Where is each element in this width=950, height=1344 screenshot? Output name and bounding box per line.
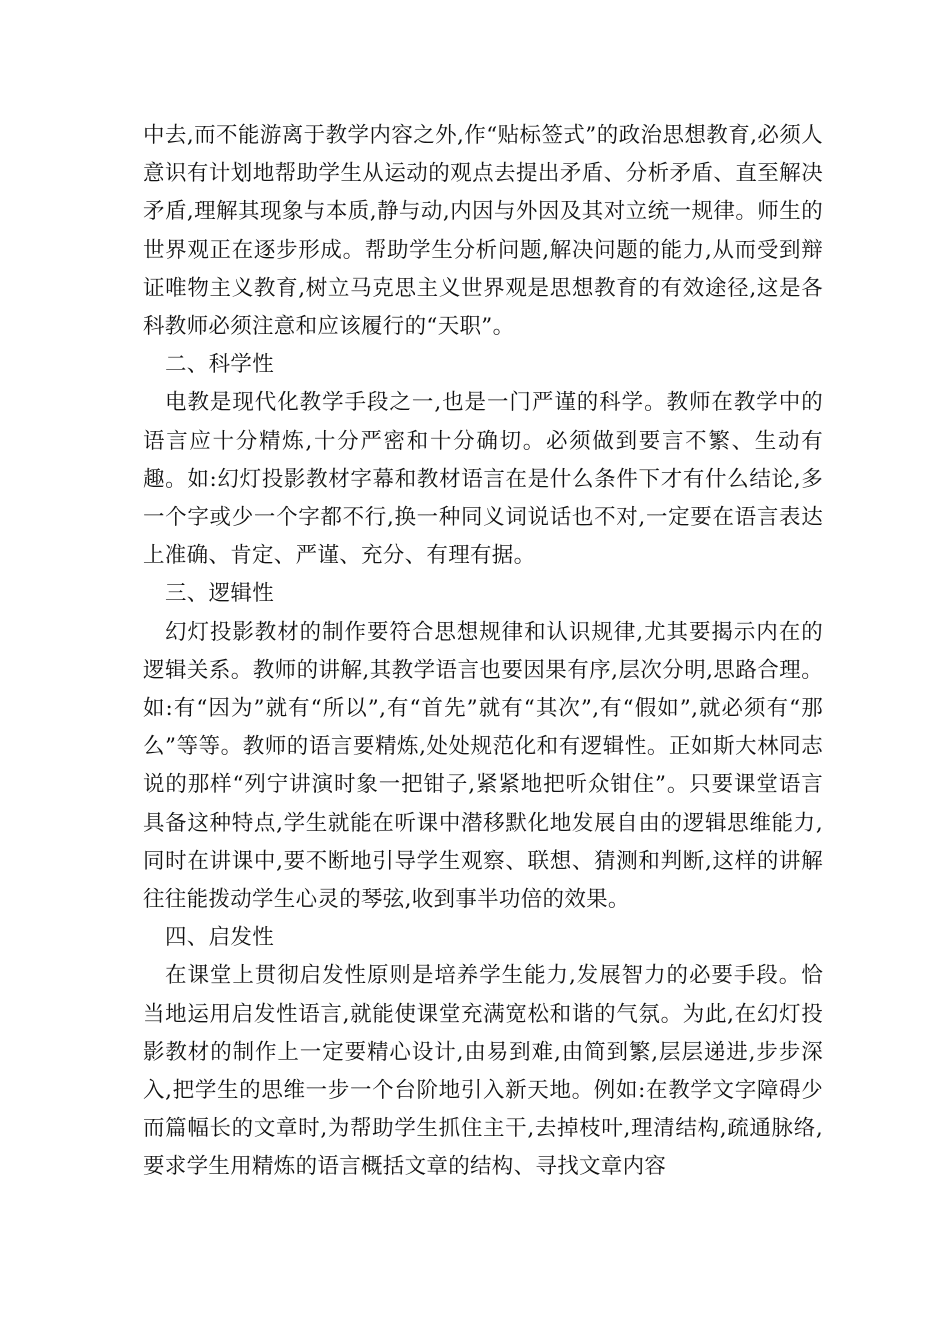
paragraph-intro-continued: 中去,而不能游离于教学内容之外,作“贴标签式”的政治思想教育,必须人意识有计划地帮助学生从运动的观点去提出矛盾、分析矛盾、直至解决矛盾,理解其现象与本质,静与动,内因与外因及其对立统一规律。师生的世界观正在逐步形成。帮助学生分析问题,解决问题的能力,从而受到辩证唯物主义教育,树立马克思主义世界观是思想教育的有效途径,这是各科教师必须注意和应该履行的“天职”。 [143, 123, 823, 340]
section-heading-scientific: 二、科学性 [165, 352, 275, 378]
section-heading-heuristic: 四、启发性 [165, 925, 275, 951]
paragraph-heuristic: 在课堂上贯彻启发性原则是培养学生能力,发展智力的必要手段。恰当地运用启发性语言,就能使课堂充满宽松和谐的气氛。为此,在幻灯投影教材的制作上一定要精心设计,由易到难,由简到繁,层层递进,步步深入,把学生的思维一步一个台阶地引入新天地。例如:在教学文字障碍少而篇幅长的文章时,为帮助学生抓住主干,去掉枝叶,理清结构,疏通脉络,要求学生用精炼的语言概括文章的结构、寻找文章内容 [143, 963, 823, 1180]
section-heading-logical: 三、逻辑性 [165, 581, 275, 607]
paragraph-logical: 幻灯投影教材的制作要符合思想规律和认识规律,尤其要揭示内在的逻辑关系。教师的讲解,其教学语言也要因果有序,层次分明,思路合理。如:有“因为”就有“所以”,有“首先”就有“其次”,有“假如”,就必须有“那么”等等。教师的语言要精炼,处处规范化和有逻辑性。正如斯大林同志说的那样“列宁讲演时象一把钳子,紧紧地把听众钳住”。只要课堂语言具备这种特点,学生就能在听课中潜移默化地发展自由的逻辑思维能力,同时在讲课中,要不断地引导学生观察、联想、猜测和判断,这样的讲解往往能拨动学生心灵的琴弦,收到事半功倍的效果。 [143, 619, 823, 913]
document-body [143, 117, 823, 1187]
paragraph-scientific: 电教是现代化教学手段之一,也是一门严谨的科学。教师在教学中的语言应十分精炼,十分严密和十分确切。必须做到要言不繁、生动有趣。如:幻灯投影教材字幕和教材语言在是什么条件下才有什么结论,多一个字或少一个字都不行,换一种同义词说话也不对,一定要在语言表达上准确、肯定、严谨、充分、有理有据。 [143, 390, 823, 569]
